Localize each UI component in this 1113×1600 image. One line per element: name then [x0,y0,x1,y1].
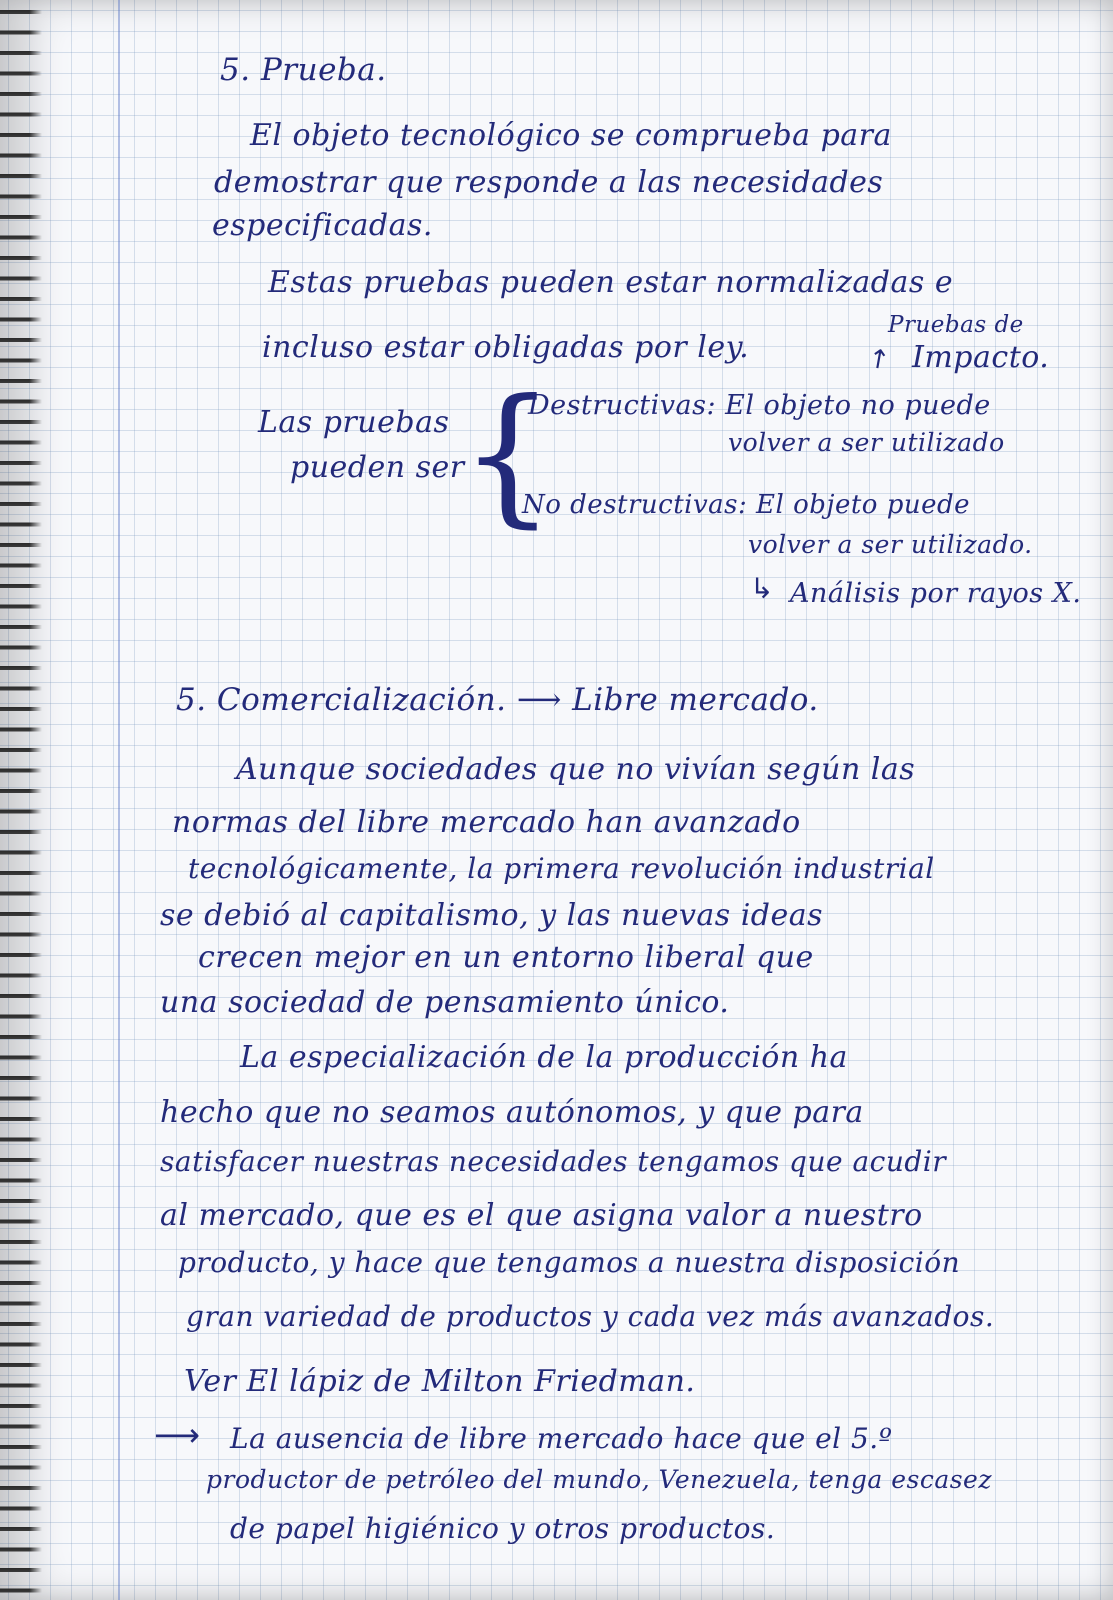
comerc-para2-line1: La especialización de la producción ha [240,1040,848,1075]
note-line3: de papel higiénico y otros productos. [230,1512,776,1545]
tests-label-line2: pueden ser [290,450,465,485]
comerc-para2-line5: producto, y hace que tengamos a nuestra disposición [178,1246,961,1279]
comerc-para1-line2: normas del libre mercado han avanzado [172,805,801,840]
comerc-para2-line6: gran variedad de productos y cada vez más avanzados. [186,1300,995,1333]
comerc-para2-line2: hecho que no seamos autónomos, y que para [160,1095,864,1130]
arrow-down-right-icon: ↳ [750,572,774,605]
arrow-right-icon: ⟶ [154,1416,200,1454]
comerc-para1-line5: crecen mejor en un entorno liberal que [198,940,814,975]
destructive-line2: volver a ser utilizado [728,428,1005,457]
prueba-para1-line3: especificadas. [212,208,433,243]
impact-note-line1: Pruebas de [888,312,1024,338]
prueba-para1-line1: El objeto tecnológico se comprueba para [250,118,892,153]
comerc-para1-line4: se debió al capitalismo, y las nuevas ideas [160,898,824,933]
non-destructive-line1: No destructivas: El objeto puede [522,490,971,520]
prueba-para1-line2: demostrar que responde a las necesidades [214,165,884,200]
comerc-para1-line3: tecnológicamente, la primera revolución industrial [188,852,935,885]
spiral-binding [0,0,42,1600]
xray-example: Análisis por rayos X. [790,578,1082,609]
comerc-para1-line6: una sociedad de pensamiento único. [160,985,730,1020]
heading-prueba: 5. Prueba. [220,52,387,88]
tests-label-line1: Las pruebas [258,405,450,440]
non-destructive-line2: volver a ser utilizado. [748,530,1033,559]
arrow-up-right-icon: ↗ [861,340,897,378]
destructive-line1: Destructivas: El objeto no puede [528,390,991,421]
margin-line [118,0,120,1600]
comerc-para2-line4: al mercado, que es el que asigna valor a nuestro [160,1198,923,1233]
see-also-line: Ver El lápiz de Milton Friedman. [184,1364,696,1399]
comerc-para1-line1: Aunque sociedades que no vivían según las [236,752,916,787]
note-line1: La ausencia de libre mercado hace que el 5.º [230,1422,893,1455]
prueba-para2-line2: incluso estar obligadas por ley. [262,330,750,365]
comerc-para2-line3: satisfacer nuestras necesidades tengamos que acudir [160,1145,947,1178]
note-line2: productor de petróleo del mundo, Venezuela, tenga escasez [206,1465,993,1494]
prueba-para2-line1: Estas pruebas pueden estar normalizadas e [268,265,954,300]
heading-comercializacion: 5. Comercialización. ⟶ Libre mercado. [176,682,819,718]
brace-icon: { [460,368,556,542]
impact-note-line2: Impacto. [912,340,1050,375]
